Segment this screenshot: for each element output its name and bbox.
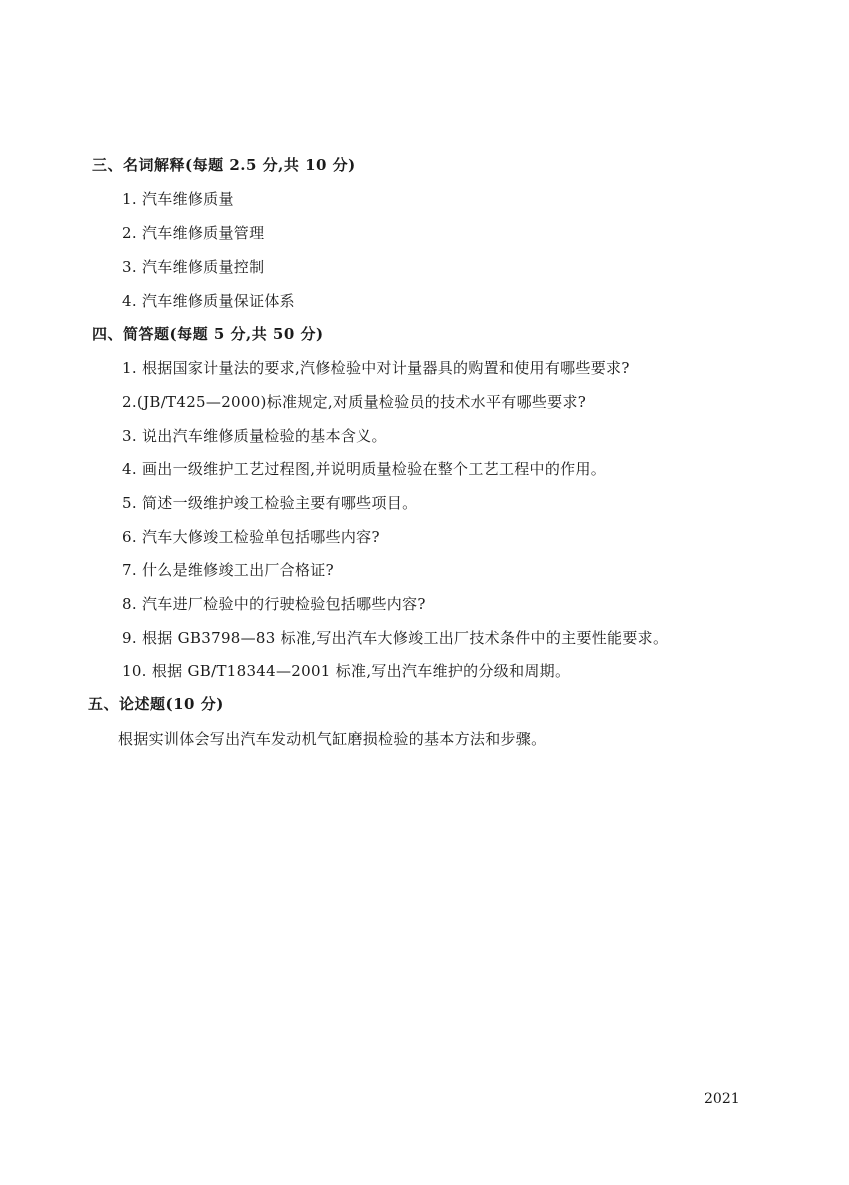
section-5-title: 五、论述题(10 分) [88,695,224,713]
section-4-item-2: 2.(JB/T425—2000)标准规定,对质量检验员的技术水平有哪些要求? [122,393,587,411]
section-3-item-2: 2. 汽车维修质量管理 [122,224,265,242]
section-3-item-1: 1. 汽车维修质量 [122,190,234,208]
section-4-item-10: 10. 根据 GB/T18344—2001 标准,写出汽车维护的分级和周期。 [122,662,571,680]
section-4-item-4: 4. 画出一级维护工艺过程图,并说明质量检验在整个工艺工程中的作用。 [122,460,607,478]
section-4-item-6: 6. 汽车大修竣工检验单包括哪些内容? [122,528,380,546]
section-3-title: 三、名词解释(每题 2.5 分,共 10 分) [92,156,356,174]
page-number: 2021 [704,1091,740,1107]
section-3-item-4: 4. 汽车维修质量保证体系 [122,292,295,310]
section-4-item-5: 5. 简述一级维护竣工检验主要有哪些项目。 [122,494,418,512]
section-4-item-7: 7. 什么是维修竣工出厂合格证? [122,561,334,579]
section-5-item-1: 根据实训体会写出汽车发动机气缸磨损检验的基本方法和步骤。 [118,730,547,748]
section-4-item-8: 8. 汽车进厂检验中的行驶检验包括哪些内容? [122,595,426,613]
section-4-item-3: 3. 说出汽车维修质量检验的基本含义。 [122,427,387,445]
section-4-item-1: 1. 根据国家计量法的要求,汽修检验中对计量器具的购置和使用有哪些要求? [122,359,630,377]
section-4-item-9: 9. 根据 GB3798—83 标准,写出汽车大修竣工出厂技术条件中的主要性能要求。 [122,629,669,647]
section-4-title: 四、简答题(每题 5 分,共 50 分) [92,325,324,343]
section-3-item-3: 3. 汽车维修质量控制 [122,258,265,276]
